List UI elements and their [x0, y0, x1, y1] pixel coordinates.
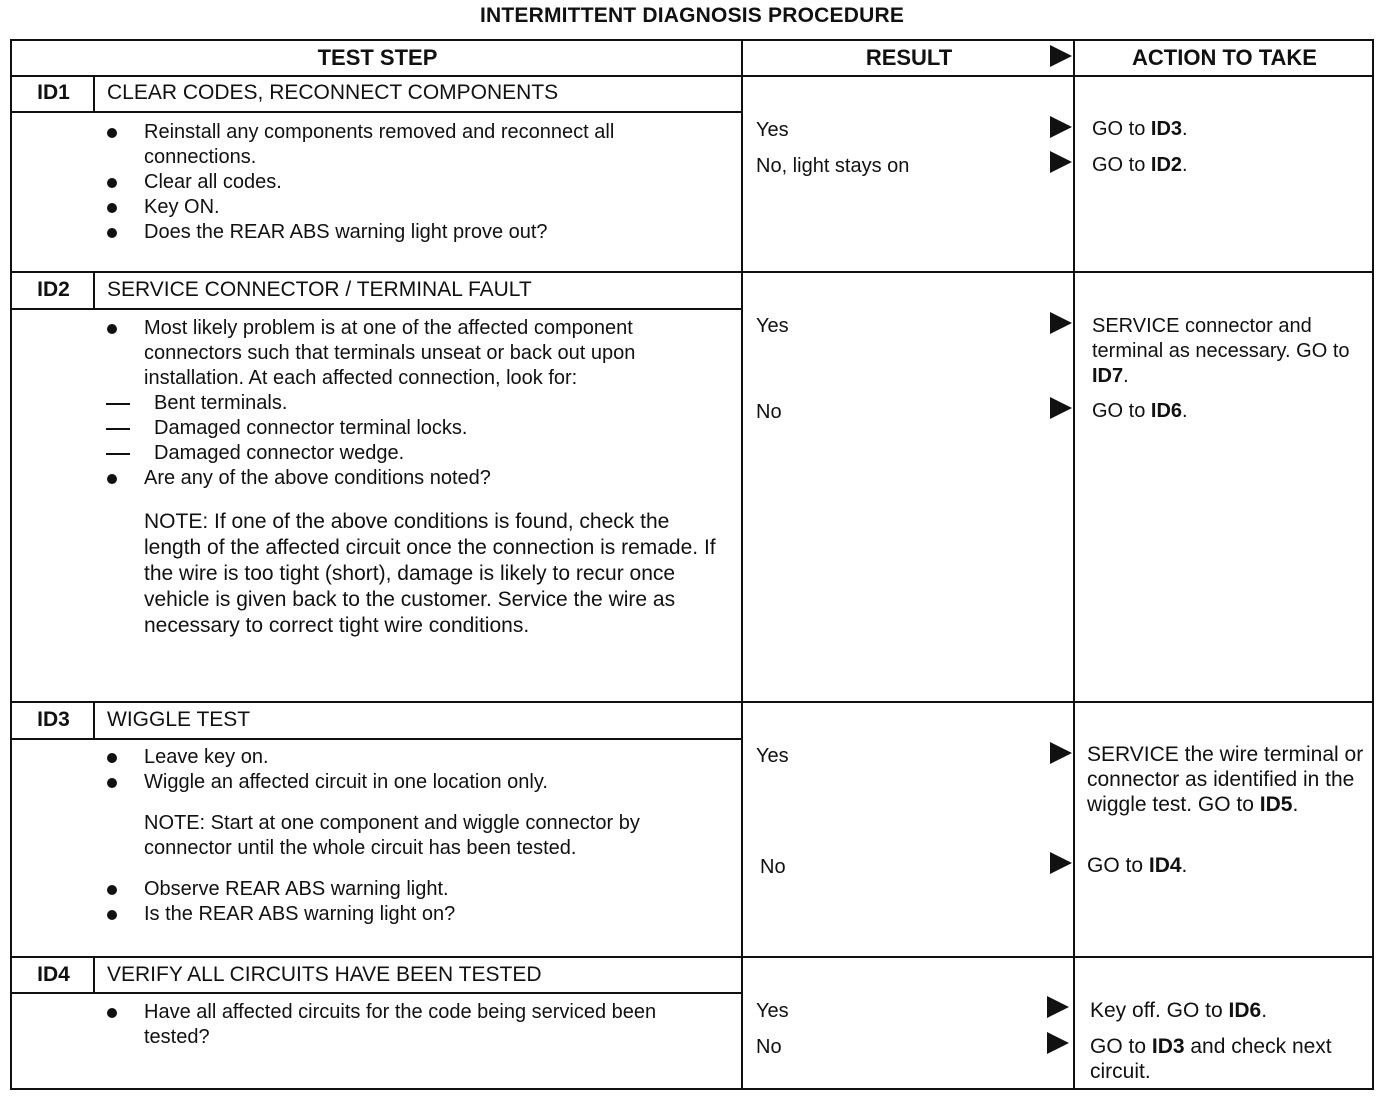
- bullet-item: Most likely problem is at one of the affected component connectors such that terminals unseat or back out upon installation. At each affected connection, look for:: [102, 316, 732, 391]
- dash-item: Damaged connector terminal locks.: [102, 416, 732, 441]
- header-arrow-icon: [1050, 45, 1072, 67]
- bullet-item: Have all affected circuits for the code being serviced been tested?: [102, 1000, 702, 1050]
- result-no: No: [756, 1036, 782, 1058]
- step-body: [102, 1000, 702, 1050]
- header-action: ACTION TO TAKE: [1075, 41, 1374, 77]
- bullet-item: Clear all codes.: [102, 170, 702, 195]
- action-text: GO to ID3.: [1092, 118, 1188, 140]
- title-underline: [12, 992, 743, 994]
- action-text: Key off. GO to ID6.: [1090, 999, 1268, 1022]
- action-text: GO to ID4.: [1087, 854, 1188, 877]
- bullet-item: Are any of the above conditions noted?: [102, 466, 732, 491]
- result-yes: Yes: [756, 119, 789, 141]
- arrow-icon: [1047, 1032, 1069, 1054]
- bullet-item: Key ON.: [102, 195, 702, 220]
- title-underline: [12, 738, 743, 740]
- column-divider: [1073, 41, 1075, 1088]
- result-yes: Yes: [756, 1000, 789, 1022]
- step-id: ID1: [37, 81, 70, 104]
- header-test-step: TEST STEP: [12, 41, 743, 77]
- arrow-icon: [1050, 151, 1072, 173]
- arrow-icon: [1050, 397, 1072, 419]
- result-no: No: [760, 856, 786, 878]
- step-title: VERIFY ALL CIRCUITS HAVE BEEN TESTED: [107, 963, 542, 986]
- section-divider: [12, 701, 1372, 703]
- action-text: SERVICE the wire terminal or connector as identified in the wiggle test. GO to ID5.: [1087, 743, 1364, 816]
- arrow-icon: [1050, 116, 1072, 138]
- step-id: ID4: [37, 963, 70, 986]
- arrow-icon: [1050, 742, 1072, 764]
- arrow-icon: [1047, 996, 1069, 1018]
- section-divider: [12, 956, 1372, 958]
- title-underline: [12, 111, 743, 113]
- dash-item: Damaged connector wedge.: [102, 441, 732, 466]
- bullet-item: Does the REAR ABS warning light prove out?: [102, 220, 702, 245]
- step-body: [102, 745, 722, 927]
- section-divider: [12, 271, 1372, 273]
- bullet-item: Reinstall any components removed and reconnect all connections.: [102, 120, 702, 170]
- step-title: SERVICE CONNECTOR / TERMINAL FAULT: [107, 278, 532, 301]
- step-id: ID3: [37, 708, 70, 731]
- note-text: NOTE: If one of the above conditions is found, check the length of the affected circuit once the connection is remade. If the wire is too tight (short), damage is likely to recur once vehicle is given back to the customer. Service the wire as necessary to correct tight wire conditions.: [144, 510, 716, 637]
- action-text: GO to ID3 and check next circuit.: [1090, 1035, 1332, 1083]
- title-underline: [12, 308, 743, 310]
- note-text: NOTE: Start at one component and wiggle connector by connector until the whole circuit has been tested.: [144, 812, 640, 859]
- page-title: INTERMITTENT DIAGNOSIS PROCEDURE: [479, 4, 905, 27]
- step-title: CLEAR CODES, RECONNECT COMPONENTS: [107, 81, 559, 104]
- bullet-item: Leave key on.: [102, 745, 722, 770]
- step-id: ID2: [37, 278, 70, 301]
- bullet-item: Observe REAR ABS warning light.: [102, 877, 722, 902]
- step-body: [102, 120, 702, 245]
- result-no: No, light stays on: [756, 155, 910, 177]
- result-yes: Yes: [756, 315, 789, 337]
- step-body: [102, 316, 732, 639]
- step-title: WIGGLE TEST: [107, 708, 251, 731]
- action-text: SERVICE connector and terminal as necessary. GO to ID7.: [1092, 315, 1350, 387]
- result-no: No: [756, 401, 782, 423]
- dash-item: Bent terminals.: [102, 391, 732, 416]
- action-text: GO to ID2.: [1092, 154, 1188, 176]
- arrow-icon: [1050, 312, 1072, 334]
- bullet-item: Wiggle an affected circuit in one location only.: [102, 770, 722, 795]
- column-divider: [741, 41, 743, 1088]
- diagnosis-table: [10, 39, 1374, 1090]
- arrow-icon: [1050, 852, 1072, 874]
- result-yes: Yes: [756, 745, 789, 767]
- bullet-item: Is the REAR ABS warning light on?: [102, 902, 722, 927]
- action-text: GO to ID6.: [1092, 400, 1188, 422]
- header-result: RESULT: [743, 41, 1075, 77]
